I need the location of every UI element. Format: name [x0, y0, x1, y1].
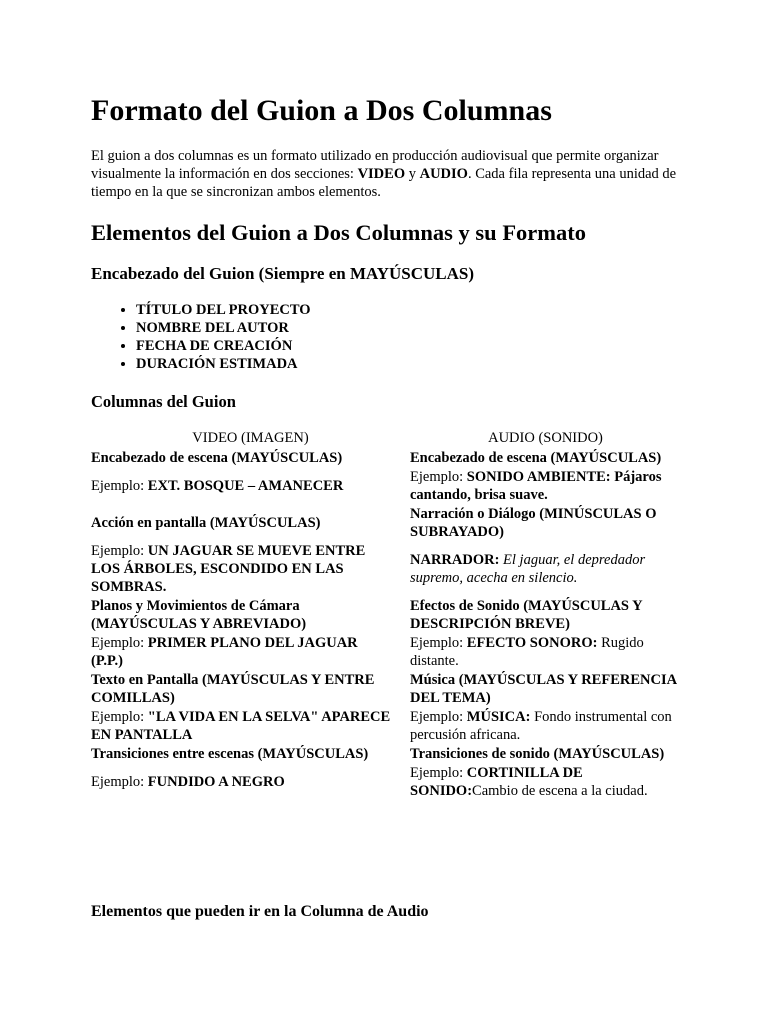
example-value: FUNDIDO A NEGRO	[147, 774, 285, 790]
table-row	[91, 764, 681, 801]
list-item: • NOMBRE DEL AUTOR	[136, 319, 311, 337]
audio-cell	[410, 764, 681, 801]
list-item: • TÍTULO DEL PROYECTO	[136, 301, 311, 319]
narrator-label: NARRADOR:	[410, 552, 500, 568]
example-label: Ejemplo:	[91, 709, 148, 725]
list-item: • DURACIÓN ESTIMADA	[136, 355, 311, 373]
example-value: SONIDO AMBIENTE: Pájaros cantando, brisa suave.	[410, 469, 662, 503]
table-row	[91, 745, 681, 764]
table-row	[91, 597, 681, 634]
video-cell	[91, 634, 410, 671]
audio-cell: Encabezado de escena (MAYÚSCULAS)	[410, 450, 662, 466]
video-cell	[91, 764, 410, 801]
script-columns-table	[91, 428, 681, 801]
audio-elements-heading: Elementos que pueden ir en la Columna de Audio	[91, 903, 429, 920]
example-label: Ejemplo:	[91, 635, 148, 651]
table-row	[91, 634, 681, 671]
intro-audio-keyword: AUDIO	[419, 166, 468, 182]
table-header-row	[91, 428, 681, 449]
table-row	[91, 542, 681, 597]
table-row	[91, 468, 681, 505]
header-subheading: Encabezado del Guion (Siempre en MAYÚSCULAS)	[91, 264, 475, 283]
section-heading: Elementos del Guion a Dos Columnas y su Formato	[91, 220, 587, 245]
example-label: Ejemplo:	[91, 543, 148, 559]
example-value: Rugido distante.	[410, 635, 644, 669]
example-value: EXT. BOSQUE – AMANECER	[147, 478, 344, 494]
audio-cell	[410, 542, 681, 597]
video-cell: Planos y Movimientos de Cámara (MAYÚSCULAS Y ABREVIADO)	[91, 598, 307, 632]
example-label-bold: CORTINILLA DE SONIDO:	[410, 765, 583, 799]
example-label: Ejemplo:	[410, 469, 467, 485]
video-cell	[91, 468, 410, 505]
video-cell	[91, 708, 410, 745]
example-label-bold: MÚSICA:	[466, 709, 531, 725]
columns-heading: Columnas del Guion	[91, 392, 236, 411]
audio-cell: Narración o Diálogo (MINÚSCULAS O SUBRAYADO)	[410, 506, 657, 540]
page-title: Formato del Guion a Dos Columnas	[91, 94, 552, 127]
audio-cell: Música (MAYÚSCULAS Y REFERENCIA DEL TEMA)	[410, 672, 677, 706]
audio-cell	[410, 468, 681, 505]
example-label: Ejemplo:	[91, 478, 148, 494]
audio-column-header: AUDIO (SONIDO)	[488, 430, 603, 446]
table-row	[91, 671, 681, 708]
table-row	[91, 449, 681, 468]
intro-video-keyword: VIDEO	[357, 166, 406, 182]
intro-text-2: . Cada fila representa una unidad de tiempo en la que se sincronizan ambos elementos.	[91, 166, 677, 200]
audio-cell: Efectos de Sonido (MAYÚSCULAS Y DESCRIPCIÓN BREVE)	[410, 598, 643, 632]
example-value: Fondo instrumental con percusión africana.	[410, 709, 672, 743]
table-row	[91, 505, 681, 542]
intro-paragraph	[91, 147, 681, 201]
example-label-bold: EFECTO SONORO:	[466, 635, 598, 651]
audio-cell	[410, 634, 681, 671]
audio-cell	[410, 708, 681, 745]
example-value: "LA VIDA EN LA SELVA" APARECE EN PANTALLA	[91, 709, 391, 743]
video-cell: Texto en Pantalla (MAYÚSCULAS Y ENTRE COMILLAS)	[91, 672, 375, 706]
example-value: PRIMER PLANO DEL JAGUAR (P.P.)	[91, 635, 358, 669]
narrator-text: El jaguar, el depredador supremo, acecha en silencio.	[410, 552, 646, 586]
example-label: Ejemplo:	[410, 709, 467, 725]
example-label: Ejemplo:	[410, 635, 467, 651]
example-label: Ejemplo:	[410, 765, 467, 781]
video-cell: Encabezado de escena (MAYÚSCULAS)	[91, 450, 343, 466]
list-item: • FECHA DE CREACIÓN	[136, 337, 311, 355]
video-cell: Transiciones entre escenas (MAYÚSCULAS)	[91, 746, 369, 762]
intro-and: y	[405, 166, 420, 182]
example-label: Ejemplo:	[91, 774, 148, 790]
table-row	[91, 708, 681, 745]
video-cell: Acción en pantalla (MAYÚSCULAS)	[91, 515, 321, 531]
example-value: Cambio de escena a la ciudad.	[472, 783, 648, 799]
example-value: UN JAGUAR SE MUEVE ENTRE LOS ÁRBOLES, ESCONDIDO EN LAS SOMBRAS.	[91, 543, 366, 595]
video-cell	[91, 542, 410, 597]
intro-text-1: El guion a dos columnas es un formato utilizado en producción audiovisual que permite organizar visualmente la información en dos secciones:	[91, 148, 659, 182]
header-items-list	[91, 301, 311, 373]
video-column-header: VIDEO (IMAGEN)	[192, 430, 309, 446]
audio-cell: Transiciones de sonido (MAYÚSCULAS)	[410, 746, 665, 762]
